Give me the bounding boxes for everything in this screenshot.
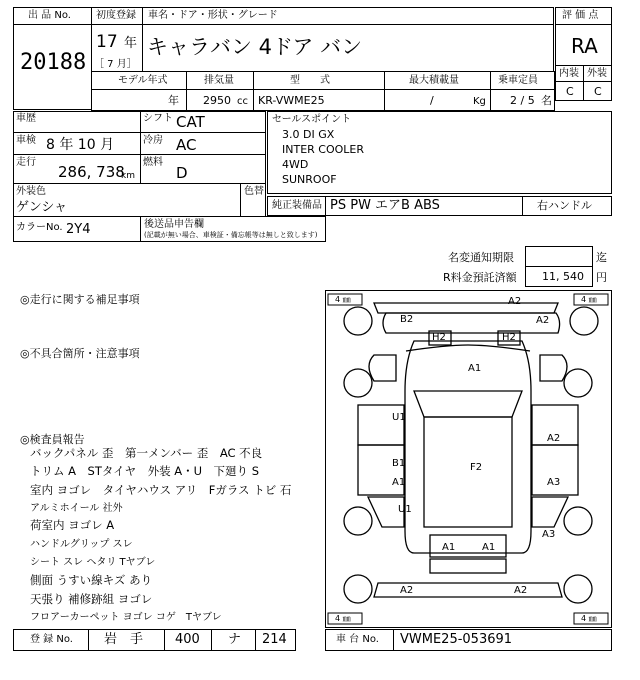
damage-mark: A3: [547, 477, 561, 488]
interior-grade: C: [566, 85, 574, 98]
chassis-label: 車 台 No.: [336, 634, 379, 645]
damage-mark: A1: [468, 363, 482, 374]
ext-color-label: 外装色: [16, 186, 46, 197]
reg-number: 214: [262, 632, 287, 647]
exterior-grade-cell: [583, 81, 612, 101]
exterior-label-cell: [583, 65, 612, 82]
inspector-line: トリム A STタイヤ 外装 A・U 下廻り S: [30, 464, 260, 478]
sales-points-box: [267, 111, 612, 194]
recycle-box: [525, 266, 593, 287]
shift-label: シフト: [143, 113, 173, 124]
car-outline: [326, 291, 611, 627]
sales-points-label: セールスポイント: [272, 114, 352, 125]
grade-cell: [555, 24, 612, 66]
car-name-cell: [142, 24, 554, 72]
reg-month: ［ 7 月］: [94, 59, 137, 70]
damage-mark: A1: [392, 477, 406, 488]
car-info-label-cell: [142, 7, 554, 25]
ac-label: 冷房: [143, 135, 163, 146]
recycle-label: R料金預託済額: [443, 271, 517, 284]
color-change-label: 色替: [244, 186, 264, 197]
color-no-label: カラーNo.: [16, 222, 63, 233]
name-change-suffix: 迄: [596, 251, 607, 264]
max-load-label: 最大積載量: [409, 75, 459, 86]
inspector-line: フロアーカーペット ヨゴレ コゲ Tヤブレ: [30, 612, 222, 623]
car-info-label: 車名・ドア・形状・グレード: [148, 10, 278, 21]
inspector-line: バックパネル 歪 第一メンバー 歪 AC 不良: [30, 446, 263, 460]
capacity-label: 乗車定員: [498, 75, 538, 86]
registration-label: 後送品申告欄: [144, 219, 204, 230]
driving-notes-label: ◎走行に関する補足事項: [20, 293, 140, 306]
damage-mark: A2: [536, 315, 550, 326]
damage-mark: U1: [398, 504, 412, 515]
chassis-number: VWME25-053691: [400, 632, 513, 647]
model-value: KR-VWME25: [258, 94, 325, 107]
inspector-line: 荷室内 ヨゴレ A: [30, 518, 115, 532]
handle-value: 右ハンドル: [537, 199, 592, 212]
damage-mark: A2: [547, 433, 561, 444]
inspector-line: シート スレ ヘタリ Tヤブレ: [30, 557, 156, 568]
inspector-line: 室内 ヨゴレ タイヤハウス アリ Fガラス トビ 石: [30, 483, 292, 497]
damage-mark: A3: [542, 529, 556, 540]
inspector-line: アルミホイール 社外: [30, 503, 123, 514]
inspection-value: 8 年 10 月: [46, 137, 115, 153]
reg-place: 岩 手: [104, 632, 144, 647]
recycle-suffix: 円: [596, 271, 607, 284]
grade-value: RA: [571, 34, 598, 58]
interior-grade-cell: [555, 81, 584, 101]
name-change-label: 名変通知期限: [448, 251, 514, 264]
reg-kana: ナ: [228, 632, 242, 647]
lot-label-cell: [13, 7, 92, 25]
damage-mark: H2: [432, 332, 446, 343]
displacement-value: 2950: [203, 94, 231, 107]
exterior-grade: C: [594, 85, 602, 98]
tire-label-front-left: 4 ㎜: [335, 295, 351, 304]
reg-year: 17: [96, 32, 118, 52]
ext-color-value: ゲンシャ: [16, 200, 68, 215]
sales-point-item: 3.0 DI GX: [282, 128, 335, 141]
history-label: 車歴: [16, 113, 36, 124]
capacity-unit: 名: [541, 94, 552, 107]
damage-mark: A2: [508, 296, 522, 307]
mileage-unit: km: [121, 171, 135, 181]
ac-value: AC: [176, 136, 197, 154]
inspector-line: 天張り 補修跡組 ヨゴレ: [30, 592, 153, 606]
defects-notes-label: ◎不具合箇所・注意事項: [20, 347, 140, 360]
displacement-label: 排気量: [204, 75, 234, 86]
damage-mark: F2: [470, 462, 483, 473]
inspection-label: 車検: [16, 135, 36, 146]
damage-mark: B1: [392, 458, 406, 469]
displacement-unit: cc: [237, 96, 248, 107]
fuel-label: 燃料: [143, 157, 163, 168]
inspector-line: 側面 うすい線キズ あり: [30, 573, 153, 587]
interior-label-cell: [555, 65, 584, 82]
damage-diagram: [325, 290, 612, 628]
tire-label-rear-left: 4 ㎜: [335, 614, 351, 623]
registration-note: (記載が無い場合、車検証・備忘帳等は無しと致します): [144, 231, 318, 239]
recycle-value: 11, 540: [542, 270, 584, 283]
model-year-label: モデル年式: [118, 75, 168, 86]
lot-number-cell: [13, 24, 92, 110]
reg-no-label: 登 録 No.: [30, 634, 73, 645]
color-no-value: 2Y4: [66, 222, 91, 237]
exterior-label: 外装: [587, 68, 607, 79]
damage-mark: A2: [514, 585, 528, 596]
reg-year-unit: 年: [124, 36, 138, 51]
grade-label-cell: [555, 7, 612, 25]
mileage-label: 走行: [16, 157, 36, 168]
inspector-report-label: ◎検査員報告: [20, 433, 85, 446]
shift-value: CAT: [176, 113, 205, 131]
first-reg-label-cell: [91, 7, 143, 25]
damage-mark: A1: [482, 542, 496, 553]
lot-number: 20188: [20, 50, 87, 75]
tire-label-rear-right: 4 ㎜: [581, 614, 597, 623]
mileage-value: 286, 738: [58, 163, 125, 181]
model-label: 型 式: [290, 75, 330, 86]
sales-point-item: 4WD: [282, 158, 309, 171]
reg-class: 400: [175, 632, 200, 647]
model-year-value: 年: [168, 94, 179, 107]
first-reg-label: 初度登録: [96, 10, 136, 21]
interior-label: 内装: [559, 68, 579, 79]
damage-mark: B2: [400, 314, 414, 325]
car-name: キャラバン 4ドア バン: [147, 35, 363, 59]
damage-mark: U1: [392, 412, 406, 423]
damage-mark: A2: [400, 585, 414, 596]
grade-label: 評 価 点: [562, 10, 599, 21]
max-load-unit: Kg: [473, 96, 486, 107]
sales-point-item: SUNROOF: [282, 173, 337, 186]
sales-point-item: INTER COOLER: [282, 143, 365, 156]
lot-label: 出 品 No.: [28, 10, 71, 21]
reg-date-cell: [91, 24, 143, 72]
damage-mark: A1: [442, 542, 456, 553]
registration-cell: [140, 216, 326, 242]
equipment-value: PS PW エアB ABS: [330, 198, 440, 213]
name-change-box: [525, 246, 593, 268]
inspector-line: ハンドルグリップ スレ: [30, 539, 133, 550]
max-load-value: /: [430, 94, 434, 107]
fuel-value: D: [176, 164, 188, 182]
capacity-value: 2 / 5: [510, 94, 535, 107]
equipment-label: 純正装備品: [272, 200, 322, 211]
tire-label-front-right: 4 ㎜: [581, 295, 597, 304]
damage-mark: H2: [502, 332, 516, 343]
